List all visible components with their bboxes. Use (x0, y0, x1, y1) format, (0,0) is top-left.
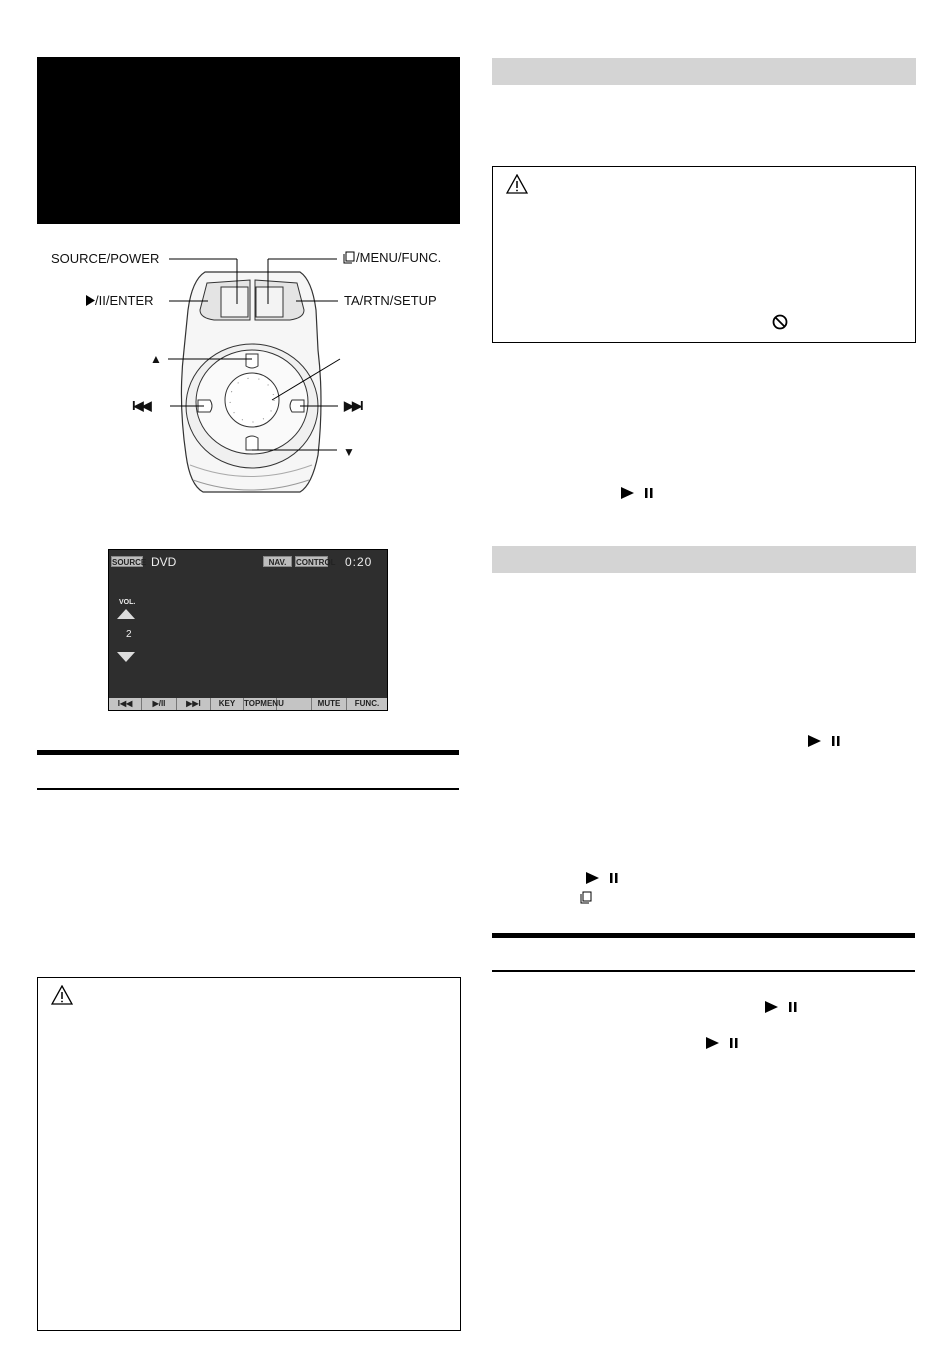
scr-btn-play-pause: ▶/II (142, 698, 177, 710)
play-enter-text: /II/ENTER (95, 293, 154, 308)
scr-btn-func: FUNC. (354, 699, 380, 708)
scr-btn-next: ▶▶I (177, 698, 211, 710)
section-rule-thin-right (492, 970, 915, 972)
control-tag: CONTROL (296, 558, 336, 567)
prohibited-icon (772, 314, 788, 330)
section-rule-thick-left (37, 750, 459, 755)
source-name: DVD (151, 555, 177, 569)
scr-btn-prev: I◀◀ (109, 698, 142, 710)
screen-bottom-bar (109, 698, 387, 710)
ta-rtn-setup-label: TA/RTN/SETUP (344, 293, 437, 308)
play-pause-icon (808, 735, 842, 747)
next-label: ▶▶I (344, 398, 362, 413)
scr-btn-key: KEY (211, 698, 244, 710)
vol-value: 2 (126, 629, 132, 640)
dvd-screen-illustration (108, 549, 388, 711)
vol-up-icon (117, 609, 135, 619)
menu-func-text: /MENU/FUNC. (356, 250, 442, 265)
source-tag: SOURCE (112, 558, 147, 567)
time-display: 0:20 (345, 555, 373, 569)
title-block (37, 57, 460, 224)
scr-btn-blank (277, 698, 312, 710)
menu-func-label (343, 251, 441, 265)
play-enter-label (85, 294, 154, 308)
prev-label: I◀◀ (132, 398, 150, 413)
remote-control-diagram (0, 240, 475, 510)
section-rule-thick-right (492, 933, 915, 938)
section-bar-2 (492, 546, 916, 573)
section-rule-thin-left (37, 788, 459, 790)
source-power-label: SOURCE/POWER (51, 251, 160, 266)
section-bar-1 (492, 58, 916, 85)
scr-btn-mute: MUTE (312, 698, 347, 710)
down-label: ▼ (343, 445, 355, 459)
scr-btn-topmenu: TOPMENU (244, 699, 284, 708)
play-pause-icon (621, 487, 655, 499)
caution-icon (51, 985, 73, 1005)
remote-illustration (0, 240, 475, 510)
vol-label: VOL. (119, 599, 136, 606)
play-pause-icon (706, 1037, 740, 1049)
caution-box-left (37, 977, 461, 1331)
menu-icon (343, 251, 356, 264)
caution-icon (506, 174, 528, 194)
play-pause-icon (586, 872, 620, 884)
play-pause-icon (765, 1001, 799, 1013)
play-icon (85, 295, 95, 306)
caution-box-right (492, 166, 916, 343)
up-label: ▲ (150, 352, 162, 366)
vol-down-icon (117, 652, 135, 662)
menu-icon (580, 891, 593, 904)
nav-tag: NAV. (263, 556, 292, 567)
